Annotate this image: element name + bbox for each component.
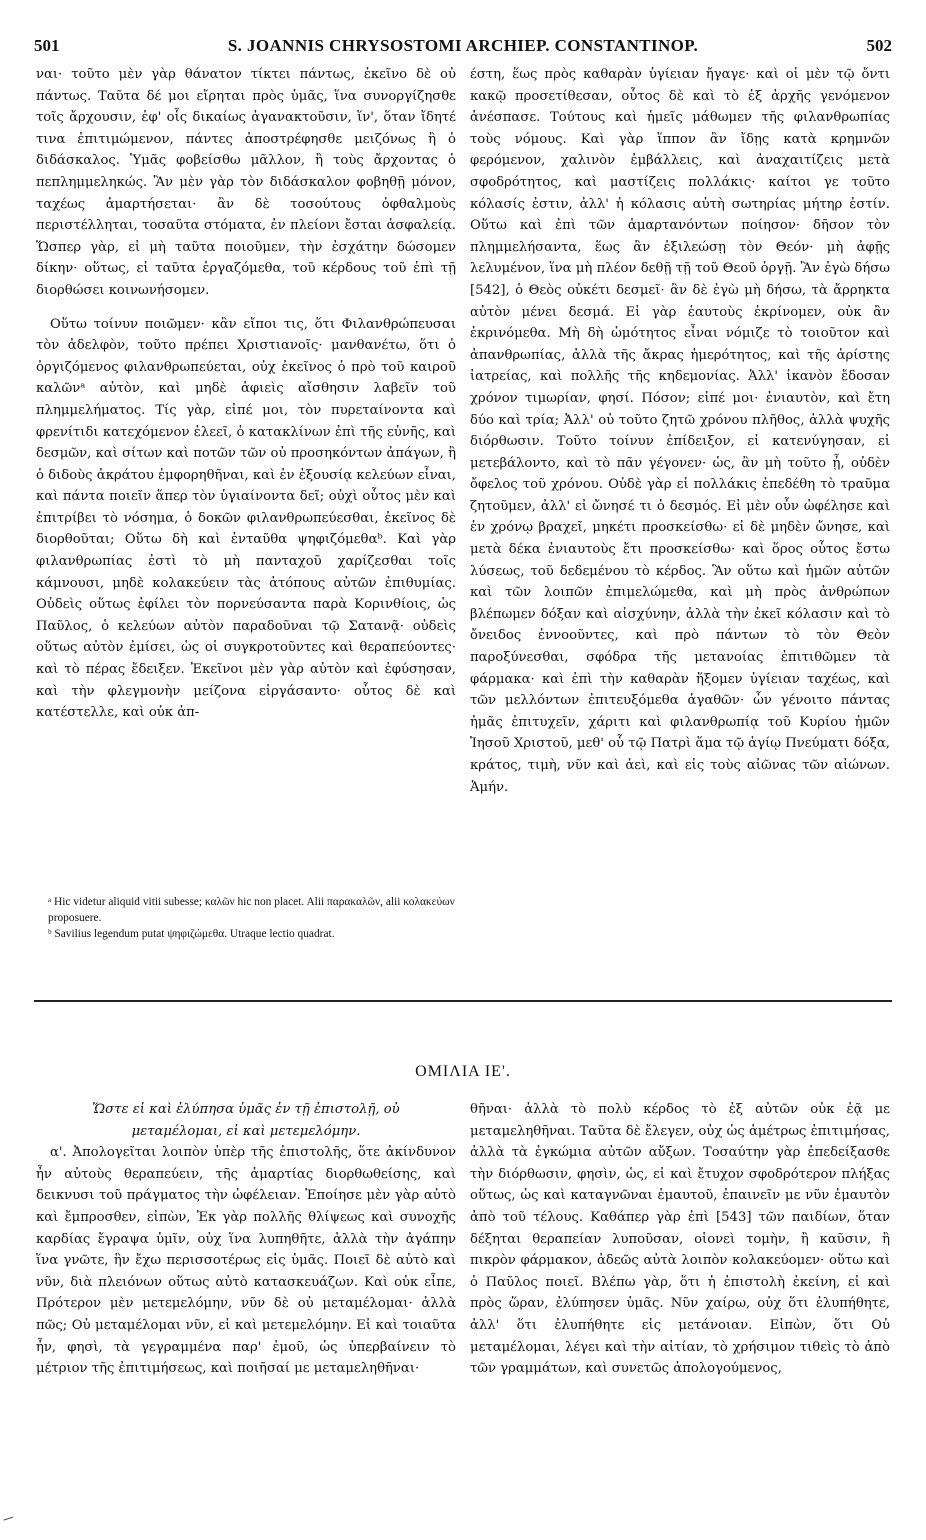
paragraph: έστη, ἕως πρὸς καθαρὰν ὑγίειαν ἤγαγε· καὶ οἱ μὲν τῷ ὄντι κακῷ προσετίθεσαν, οὗτος δὲ καὶ τὸ ἐξ ἀρχῆς γενόμενον ἀνέσπασε. Τούτους καὶ ἡμεῖς μάθωμεν τῆς φιλανθρωπίας τοὺς νόμους. Καὶ γὰρ ἵππον ἂν ἴδῃς κατὰ κρημνῶν φερόμενον, χαλινὸν ἐμβάλλεις, καὶ ἀναχαιτίζεις μετὰ σφοδρότητος, καὶ μαστίζεις πολλάκις· καίτοι γε τοῦτο κόλασίς ἐστιν, ἀλλ' ἡ κόλασις αὐτὴ σωτηρίας μήτηρ ἐστίν. Οὕτω καὶ ἐπὶ τῶν ἁμαρτανόντων ποίησον· δῆσον τὸν πλημμελήσαντα, ἕως ἂν ἐξιλεώσῃ τὸν Θεόν· μὴ ἀφῇς λελυμένον, ἵνα μὴ πλέον δεθῇ τῇ τοῦ Θεοῦ ὀργῇ. Ἂν ἐγὼ δήσω [542], ὁ Θεὸς οὐκέτι δεσμεῖ· ἂν δὲ ἐγὼ μὴ δήσω, τὰ ἄρρηκτα αὐτὸν μένει δεσμά. Εἰ γὰρ ἑαυτοὺς ἐκρίνομεν, οὐκ ἂν ἐκρινόμεθα. Μὴ δὴ ὠμότητος εἶναι νόμιζε τὸ τοιοῦτον καὶ ἀπανθρωπίας, ἀλλὰ τῆς ἄκρας ἡμερότητος, καὶ τῆς ἀρίστης ἰατρείας, καὶ πολλῆς τῆς κηδεμονίας. Ἀλλ' ἱκανὸν ἔδοσαν χρόνον τιμωρίαν, φησί. Πόσον; εἰπέ μοι· ἐνιαυτὸν, καὶ ἔτη δύο καὶ τρία; Ἀλλ' οὐ τοῦτο ζητῶ χρόνου πλῆθος, ἀλλὰ ψυχῆς διόρθωσιν. Τοῦτο τοίνυν ἐπίδειξον, εἰ κατενύγησαν, εἰ μετεβάλοντο, καὶ τὸ πᾶν γέγονεν· ὡς, ἂν μὴ τοῦτο ᾖ, οὐδὲν ὄφελος τοῦ χρόνου. Οὐδὲ γὰρ εἰ πολλάκις ἐπεδέθη τὸ τραῦμα ζητοῦμεν, ἀλλ' εἰ ὤνησέ τι ὁ δεσμός. Εἰ μὲν οὖν ὠφέλησε καὶ ἐν χρόνῳ βραχεῖ, μηκέτι προσκείσθω· εἰ δὲ μηδὲν ὤνησε, καὶ μετὰ δέκα ἐνιαυτοὺς ἔτι προσκείσθω· καὶ ὅρος οὗτος ἔστω λύσεως, τοῦ δεδεμένου τὸ κέρδος. Ἂν οὕτω καὶ ἡμῶν αὐτῶν καὶ τῶν λοιπῶν ἐπιμελώμεθα, καὶ μὴ πρὸς ἀνθρώπων βλέπωμεν δόξαν καὶ αἰσχύνην, ἀλλὰ τὴν ἐκεῖ κόλασιν καὶ τὸ ὄνειδος ἐννοοῦντες, καὶ πρὸ πάντων τὸ τὸν Θεὸν παροξύνεσθαι, σφόδρα τῆς μετανοίας ἐπιτιθῶμεν τὰ φάρμακα· καὶ ἐπὶ τὴν καθαρὰν ἥξομεν ὑγίειαν ταχέως, καὶ τῶν μελλόντων ἐπιτευξόμεθα ἀγαθῶν· ὧν γένοιτο πάντας ἡμᾶς ἐπιτυχεῖν, χάριτι καὶ φιλανθρωπίᾳ τοῦ Κυρίου ἡμῶν Ἰησοῦ Χριστοῦ, μεθ' οὗ τῷ Πατρὶ ἅμα τῷ ἁγίῳ Πνεύματι δόξα, κράτος, τιμὴ, νῦν καὶ ἀεὶ, καὶ εἰς τοὺς αἰῶνας τῶν αἰώνων. Ἀμήν.	[470, 67, 890, 795]
paragraph: Οὕτω τοίνυν ποιῶμεν· κἂν εἴποι τις, ὅτι Φιλανθρώπευσαι τὸν ἀδελφὸν, τοῦτο πρέπει Χριστιανοῖς· μανθανέτω, ὅτι ὁ ὀργιζόμενος φιλανθρωπεύεται, οὐχ ἐκεῖνος ὁ πρὸ τοῦ καιροῦ καλῶνᵃ αὐτὸν, καὶ μηδὲ ἀφιεὶς αἴσθησιν λαβεῖν τοῦ πλημμελήματος. Τίς γὰρ, εἰπέ μοι, τὸν πυρεταίνοντα καὶ φρενίτιδι κατεχόμενον ἐλεεῖ, ὁ κατακλίνων ἐπὶ τῆς εὐνῆς, καὶ δεσμῶν, καὶ σίτων καὶ ποτῶν τῶν οὐ προσηκόντων ἀπάγων, ἢ ὁ διδοὺς ἀκράτου ἐμφορηθῆναι, καὶ ἐν ἐξουσίᾳ κελεύων εἶναι, καὶ πάντα ποιεῖν ἅπερ τὸν ὑγιαίνοντα δεῖ; οὐχὶ οὗτος μὲν καὶ ἐπιτρίβει τὸ νόσημα, ὁ δοκῶν φιλανθρωπεύεσθαι, ἐκεῖνος δὲ διορθοῦται; Οὕτω δὴ καὶ ἐνταῦθα ψηφιζόμεθαᵇ. Καὶ γὰρ φιλανθρωπίας ἐστὶ τὸ μὴ πανταχοῦ χαρίζεσθαι τοῖς κάμνουσι, μηδὲ κολακεύειν τὰς ἀτόπους αὐτῶν ἐπιθυμίας. Οὐδεὶς οὕτως ἐφίλει τὸν πορνεύσαντα παρὰ Κορινθίοις, ὡς Παῦλος, ὁ κελεύων αὐτὸν παραδοῦναι τῷ Σατανᾷ· οὐδεὶς οὕτως αὐτὸν ἐμίσει, ὡς οἱ συγκροτοῦντες καὶ θεραπεύοντες· καὶ τὸ πέρας ἔδειξεν. Ἐκεῖνοι μὲν γὰρ αὐτὸν καὶ ἐφύσησαν, καὶ τὴν φλεγμονὴν μείζονα εἰργάσαντο· οὗτος δὲ καὶ κατέστελλε, καὶ οὐκ ἀπ-	[36, 316, 456, 721]
footnote-b: ᵇ Savilius legendum putat ψηφιζώμεθα. Utraque lectio quadrat.	[48, 928, 335, 940]
lemma: Ὥστε εἰ καὶ ἐλύπησα ὑμᾶς ἐν τῇ ἐπιστολῇ, οὐ μεταμέλομαι, εἰ καὶ μετεμελόμην.	[92, 1102, 400, 1139]
column-left-top	[36, 64, 456, 724]
page-number-left: 501	[34, 36, 60, 55]
page-number-right: 502	[866, 36, 892, 55]
footnotes	[48, 894, 456, 942]
footnote-a: ᵃ Hic videtur aliquid vitii subesse; καλῶν hic non placet. Alii παρακαλῶν, alii κολακεύων proposuere.	[48, 896, 455, 924]
homily-title: ΟΜΙΛΙΑ ΙΕ'.	[415, 1063, 511, 1080]
running-title: S. JOANNIS CHRYSOSTOMI ARCHIEP. CONSTANTINOP.	[227, 36, 699, 55]
column-right-bottom	[470, 1099, 890, 1380]
column-right-top	[470, 64, 890, 798]
margin-mark	[3, 1517, 14, 1525]
column-left-bottom	[36, 1099, 456, 1380]
paragraph: θῆναι· ἀλλὰ τὸ πολὺ κέρδος τὸ ἐξ αὐτῶν οὐκ ἐᾷ με μεταμεληθῆναι. Ταῦτα δὲ ἔλεγεν, οὐχ ὡς ἀμέτρως ἐπιτιμήσας, ἀλλὰ τὰ ἐγκώμια αὐτῶν αὔξων. Τοσαύτην γὰρ ἐπεδείξασθε τὴν διόρθωσιν, φησὶν, ὡς, εἰ καὶ ἔτυχον σφοδρότερον πλήξας οὕτως, ὡς καὶ καταγνῶναι ἐμαυτοῦ, ἐπαινεῖν με νῦν ἐμαυτὸν ἀπὸ τοῦ τέλους. Καθάπερ γὰρ ἐπὶ [543] τῶν παιδίων, ὅταν δέξηται θεραπείαν λυποῦσαν, οἱονεὶ τομὴν, ἢ καῦσιν, ἢ πικρὸν φάρμακον, ἀδεῶς αὐτὰ λοιπὸν κολακεύομεν· οὕτω καὶ ὁ Παῦλος ποιεῖ. Βλέπω γὰρ, ὅτι ἡ ἐπιστολὴ ἐκείνη, εἰ καὶ πρὸς ὥραν, ἐλύπησεν ὑμᾶς. Νῦν χαίρω, οὐχ ὅτι ἐλυπήθητε, ἀλλ' ὅτι ἐλυπήθητε εἰς μετάνοιαν. Εἰπὼν, ὅτι Οὐ μεταμέλομαι, λέγει καὶ τὴν αἰτίαν, τὸ χρήσιμον τιθεὶς τὸ ἀπὸ τῶν γραμμάτων, καὶ συνετῶς ἀπολογούμενος,	[470, 1102, 890, 1377]
paragraph: α'. Ἀπολογεῖται λοιπὸν ὑπὲρ τῆς ἐπιστολῆς, ὅτε ἀκίνδυνον ἦν αὐτοὺς θεραπεύειν, τῆς ἁμαρτίας διορθωθείσης, καὶ δεικνυσι τοῦ πράγματος τὴν ὠφέλειαν. Ἐποίησε μὲν γὰρ αὐτὸ καὶ ἔμπροσθεν, εἰπὼν, Ἐκ γὰρ πολλῆς θλίψεως καὶ συνοχῆς καρδίας ἔγραψα ὑμῖν, οὐχ ἵνα λυπηθῆτε, ἀλλὰ τὴν ἀγάπην ἵνα γνῶτε, ἣν ἔχω περισσοτέρως εἰς ὑμᾶς. Ποιεῖ δὲ αὐτὸ καὶ νῦν, διὰ πλειόνων οὕτως αὐτὸ κατασκευάζων. Καὶ οὐκ εἶπε, Πρότερον μὲν μετεμελόμην, νῦν δὲ οὐ μεταμέλομαι· ἀλλὰ πῶς; Οὐ μεταμέλομαι νῦν, εἰ καὶ μετεμελόμην. Εἰ καὶ τοιαῦτα ἦν, φησὶ, τὰ γεγραμμένα παρ' ἐμοῦ, ὡς ὑπερβαίνειν τὸ μέτριον τῆς ἐπιτιμήσεως, καὶ ποιῆσαί με μεταμεληθῆναι·	[36, 1145, 456, 1377]
running-header	[34, 36, 892, 58]
paragraph: ναι· τοῦτο μὲν γὰρ θάνατον τίκτει πάντως, ἐκεῖνο δὲ οὐ πάντως. Ταῦτα δέ μοι εἴρηται πρὸς ὑμᾶς, ἵνα συνοργίζησθε τοῖς ἄρχουσιν, ἐφ' οἷς δικαίως ἀγανακτοῦσιν, ἵν', ὅταν ἴδητέ τινα ἐπιτιμώμενον, πάντες ἀποστρέφησθε μειζόνως ἢ ὁ διδάσκαλος. Ὑμᾶς φοβείσθω μᾶλλον, ἢ τοὺς ἄρχοντας ὁ πεπλημμεληκώς. Ἂν μὲν γὰρ τὸν διδάσκαλον φοβηθῇ μόνον, ταχέως ἁμαρτήσεται· ἂν δὲ τοσούτους ὀφθαλμοὺς περιστέλληται, τοσαῦτα στόματα, ἐν πλείονι ἔσται ἀσφαλείᾳ. Ὥσπερ γὰρ, εἰ μὴ ταῦτα ποιοῦμεν, τὴν ἐσχάτην δώσομεν δίκην· οὕτως, εἰ ταῦτα ἐργαζόμεθα, τοῦ κέρδους τοῦ ἐπὶ τῇ διορθώσει κοινωνήσομεν.	[36, 67, 456, 298]
section-divider	[34, 1000, 892, 1002]
